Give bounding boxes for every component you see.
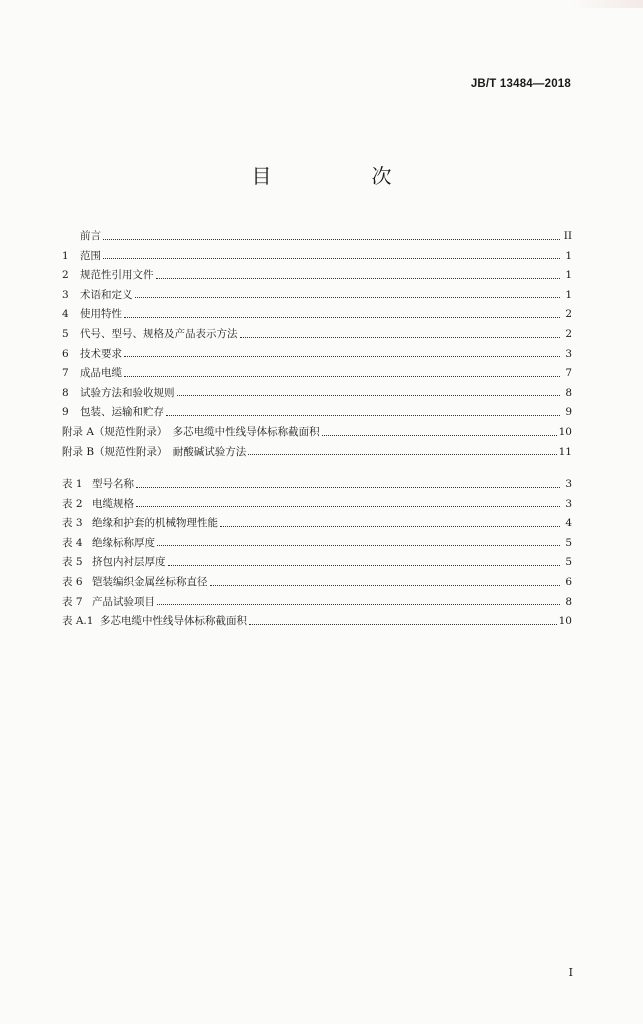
- table-entry-label: 表 1: [62, 478, 83, 491]
- table-entry-page: 6: [565, 576, 572, 589]
- toc-entry[interactable]: [62, 300, 572, 320]
- toc-entry-page: 2: [565, 308, 572, 321]
- toc-entry-page: 3: [565, 347, 572, 360]
- dot-leader: [124, 317, 560, 318]
- table-entry[interactable]: [62, 607, 572, 627]
- dot-leader: [103, 258, 560, 259]
- dot-leader: [135, 297, 561, 298]
- table-entry-label: 表 5: [62, 556, 83, 569]
- toc-list: [62, 222, 572, 457]
- table-entry-page: 4: [565, 517, 572, 530]
- page-title: 目 次: [251, 164, 432, 188]
- table-entry-label: 表 A.1: [62, 615, 94, 628]
- toc-entry-label: 成品电缆: [80, 367, 122, 380]
- table-list: [62, 470, 572, 627]
- toc-entry-label: 技术要求: [80, 347, 122, 360]
- toc-entry-page: 1: [565, 288, 572, 301]
- table-entry-page: 3: [565, 478, 572, 491]
- table-entry[interactable]: [62, 509, 572, 529]
- toc-entry-label: 附录 B（规范性附录） 耐酸碱试验方法: [62, 445, 247, 458]
- table-entry-label: 表 3: [62, 517, 83, 530]
- dot-leader: [157, 545, 560, 546]
- table-entry[interactable]: [62, 588, 572, 608]
- toc-entry-number: 2: [62, 269, 69, 282]
- dot-leader: [220, 526, 560, 527]
- table-entry-label: 表 6: [62, 576, 83, 589]
- toc-entry[interactable]: [62, 242, 572, 262]
- toc-entry-number: 5: [62, 328, 69, 341]
- dot-leader: [322, 435, 557, 436]
- table-entry-title: 绝缘和护套的机械物理性能: [92, 517, 218, 530]
- toc-entry[interactable]: [62, 320, 572, 340]
- toc-entry-number: 4: [62, 308, 69, 321]
- toc-entry-page: II: [563, 230, 572, 243]
- toc-entry-page: 7: [565, 367, 572, 380]
- table-entry-title: 多芯电缆中性线导体标称截面积: [100, 615, 247, 628]
- table-entry-title: 绝缘标称厚度: [92, 536, 155, 549]
- table-entry[interactable]: [62, 529, 572, 549]
- toc-entry-label: 术语和定义: [80, 288, 133, 301]
- dot-leader: [168, 565, 561, 566]
- dot-leader: [136, 487, 560, 488]
- table-entry-page: 10: [558, 615, 572, 628]
- toc-entry-appendix-a[interactable]: [62, 418, 572, 438]
- dot-leader: [240, 337, 561, 338]
- toc-entry-appendix-b[interactable]: [62, 438, 572, 458]
- toc-entry-page: 8: [565, 386, 572, 399]
- dot-leader: [210, 585, 561, 586]
- table-entry-page: 3: [565, 497, 572, 510]
- toc-entry[interactable]: [62, 281, 572, 301]
- page-number: I: [568, 966, 573, 979]
- toc-entry-number: 6: [62, 347, 69, 360]
- toc-entry-page: 1: [565, 269, 572, 282]
- table-entry[interactable]: [62, 548, 572, 568]
- table-entry-title: 电缆规格: [92, 497, 134, 510]
- toc-entry[interactable]: [62, 222, 572, 242]
- dot-leader: [103, 239, 560, 240]
- toc-entry-label: 代号、型号、规格及产品表示方法: [80, 328, 238, 341]
- toc-entry-page: 11: [558, 445, 572, 458]
- table-entry-title: 产品试验项目: [92, 595, 155, 608]
- table-entry-title: 挤包内衬层厚度: [92, 556, 166, 569]
- toc-entry-number: 1: [62, 249, 69, 262]
- dot-leader: [124, 376, 560, 377]
- table-entry-title: 铠装编织金属丝标称直径: [92, 576, 208, 589]
- toc-entry-page: 2: [565, 328, 572, 341]
- dot-leader: [166, 415, 560, 416]
- table-entry-label: 表 4: [62, 536, 83, 549]
- toc-entry-page: 1: [565, 249, 572, 262]
- toc-entry-number: 3: [62, 288, 69, 301]
- table-entry[interactable]: [62, 490, 572, 510]
- standard-code: JB/T 13484—2018: [470, 78, 571, 90]
- toc-entry[interactable]: [62, 261, 572, 281]
- dot-leader: [136, 506, 560, 507]
- toc-entry-label: 试验方法和验收规则: [80, 386, 175, 399]
- toc-entry-label: 规范性引用文件: [80, 269, 154, 282]
- dot-leader: [177, 395, 561, 396]
- dot-leader: [249, 624, 557, 625]
- dot-leader: [156, 278, 561, 279]
- toc-entry-page: 10: [558, 426, 572, 439]
- toc-entry[interactable]: [62, 379, 572, 399]
- table-entry[interactable]: [62, 470, 572, 490]
- toc-entry-number: 8: [62, 386, 69, 399]
- toc-entry-label: 附录 A（规范性附录） 多芯电缆中性线导体标称截面积: [62, 426, 320, 439]
- toc-entry-label: 前言: [80, 230, 101, 243]
- table-entry-page: 8: [565, 595, 572, 608]
- dot-leader: [124, 356, 560, 357]
- dot-leader: [157, 604, 560, 605]
- toc-entry-label: 范围: [80, 249, 101, 262]
- toc-entry-number: 7: [62, 367, 69, 380]
- table-entry-page: 5: [565, 536, 572, 549]
- toc-entry[interactable]: [62, 398, 572, 418]
- table-entry-label: 表 2: [62, 497, 83, 510]
- toc-entry-label: 包装、运输和贮存: [80, 406, 164, 419]
- table-entry-label: 表 7: [62, 595, 83, 608]
- dot-leader: [248, 454, 556, 455]
- page-edge-mark: [573, 0, 643, 8]
- toc-entry[interactable]: [62, 340, 572, 360]
- toc-entry[interactable]: [62, 359, 572, 379]
- table-entry-page: 5: [565, 556, 572, 569]
- toc-entry-label: 使用特性: [80, 308, 122, 321]
- toc-entry-page: 9: [565, 406, 572, 419]
- table-entry-title: 型号名称: [92, 478, 134, 491]
- table-entry[interactable]: [62, 568, 572, 588]
- toc-entry-number: 9: [62, 406, 69, 419]
